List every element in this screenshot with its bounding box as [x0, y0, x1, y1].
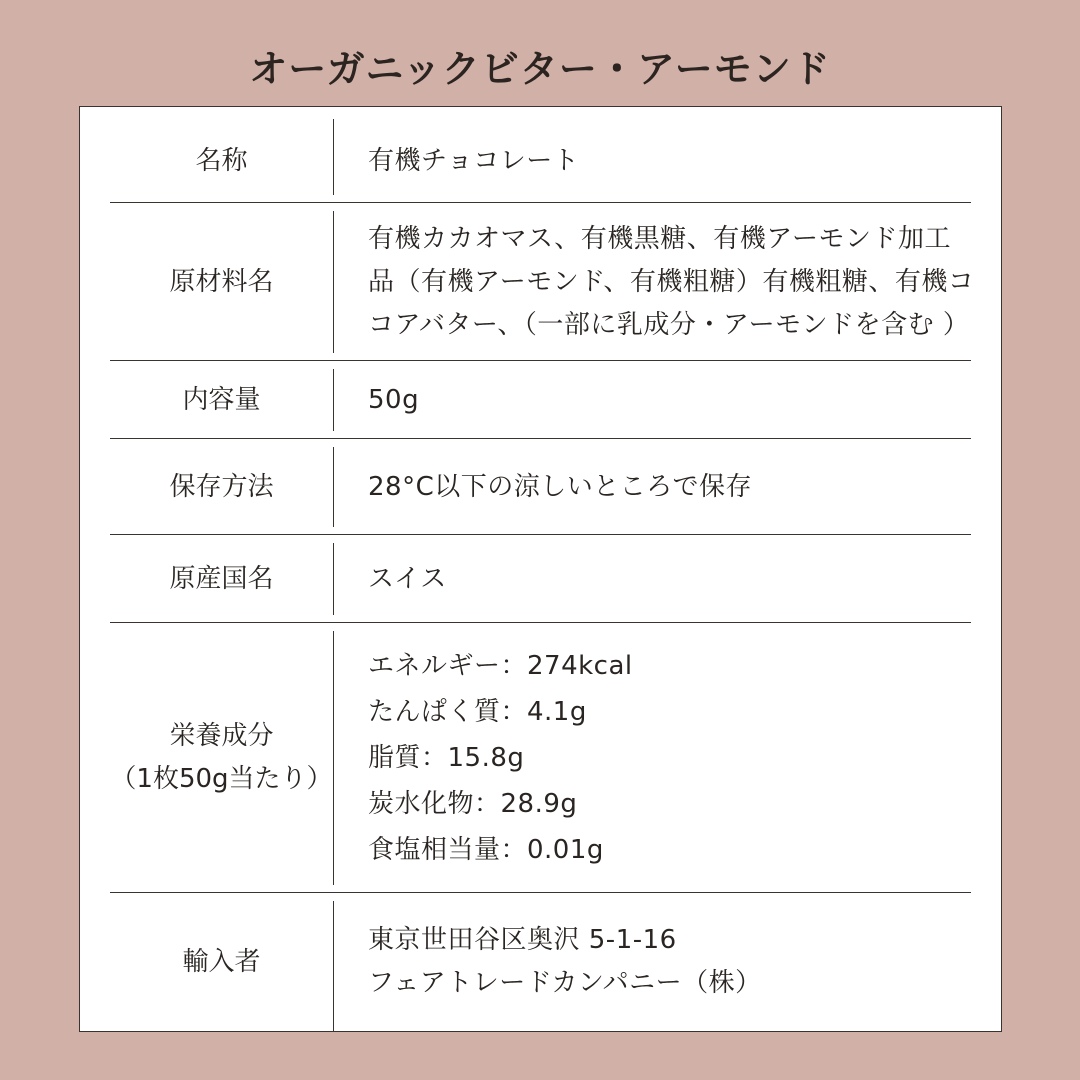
table-row-storage — [110, 439, 971, 535]
table-row-name — [110, 119, 971, 203]
row-value — [368, 535, 971, 623]
column-divider — [333, 543, 334, 615]
row-label-line: （1枚50g当たり） — [110, 764, 333, 794]
row-label-line: 輸入者 — [182, 946, 261, 977]
row-label — [110, 439, 333, 535]
column-divider — [333, 369, 334, 431]
row-label — [110, 119, 333, 203]
column-divider — [333, 901, 334, 1031]
row-label-line: 名称 — [195, 145, 248, 176]
product-title: オーガニックビター・アーモンド — [249, 47, 831, 91]
row-label — [110, 893, 333, 1031]
row-value-line: コアバター、（一部に乳成分・アーモンドを含む ） — [368, 309, 970, 340]
table-row-amount — [110, 361, 971, 439]
row-value-line: 炭水化物：28.9g — [368, 789, 578, 819]
row-label-line: 栄養成分 — [169, 721, 274, 751]
column-divider — [333, 447, 334, 527]
row-value-line: たんぱく質：4.1g — [368, 697, 587, 727]
row-value-line: 28°C以下の涼しいところで保存 — [368, 472, 752, 502]
row-label — [110, 361, 333, 439]
row-label — [110, 623, 333, 893]
row-value-line: スイス — [368, 564, 447, 594]
row-value-line: エネルギー：274kcal — [368, 651, 633, 681]
row-value-line: 有機チョコレート — [368, 146, 580, 176]
row-value — [368, 893, 971, 1031]
row-value-line: 東京世田谷区奥沢 5-1-16 — [368, 925, 677, 955]
row-value — [368, 361, 971, 439]
row-value-line: 有機カカオマス、有機黒糖、有機アーモンド加工 — [368, 223, 952, 254]
row-label-line: 原産国名 — [169, 563, 274, 594]
row-value — [368, 623, 971, 893]
row-label — [110, 535, 333, 623]
row-value — [368, 119, 971, 203]
column-divider — [333, 211, 334, 353]
row-value-line: 脂質：15.8g — [368, 743, 525, 773]
column-divider — [333, 631, 334, 885]
row-value-line: 50g — [368, 385, 420, 415]
column-divider — [333, 119, 334, 195]
row-label-line: 内容量 — [182, 384, 261, 415]
table-row-importer — [110, 893, 971, 1031]
table-row-nutrition — [110, 623, 971, 893]
table-row-origin — [110, 535, 971, 623]
nutrition-info-table — [79, 106, 1002, 1032]
row-value-line: 品（有機アーモンド、有機粗糖）有機粗糖、有機コ — [368, 266, 975, 297]
row-value — [368, 203, 975, 361]
row-value-line: フェアトレードカンパニー（株） — [368, 968, 762, 998]
table-row-ingredients — [110, 203, 975, 361]
row-label — [110, 203, 333, 361]
row-label-line: 保存方法 — [169, 471, 274, 502]
row-value — [368, 439, 971, 535]
row-label-line: 原材料名 — [169, 266, 274, 297]
row-value-line: 食塩相当量：0.01g — [368, 835, 604, 865]
